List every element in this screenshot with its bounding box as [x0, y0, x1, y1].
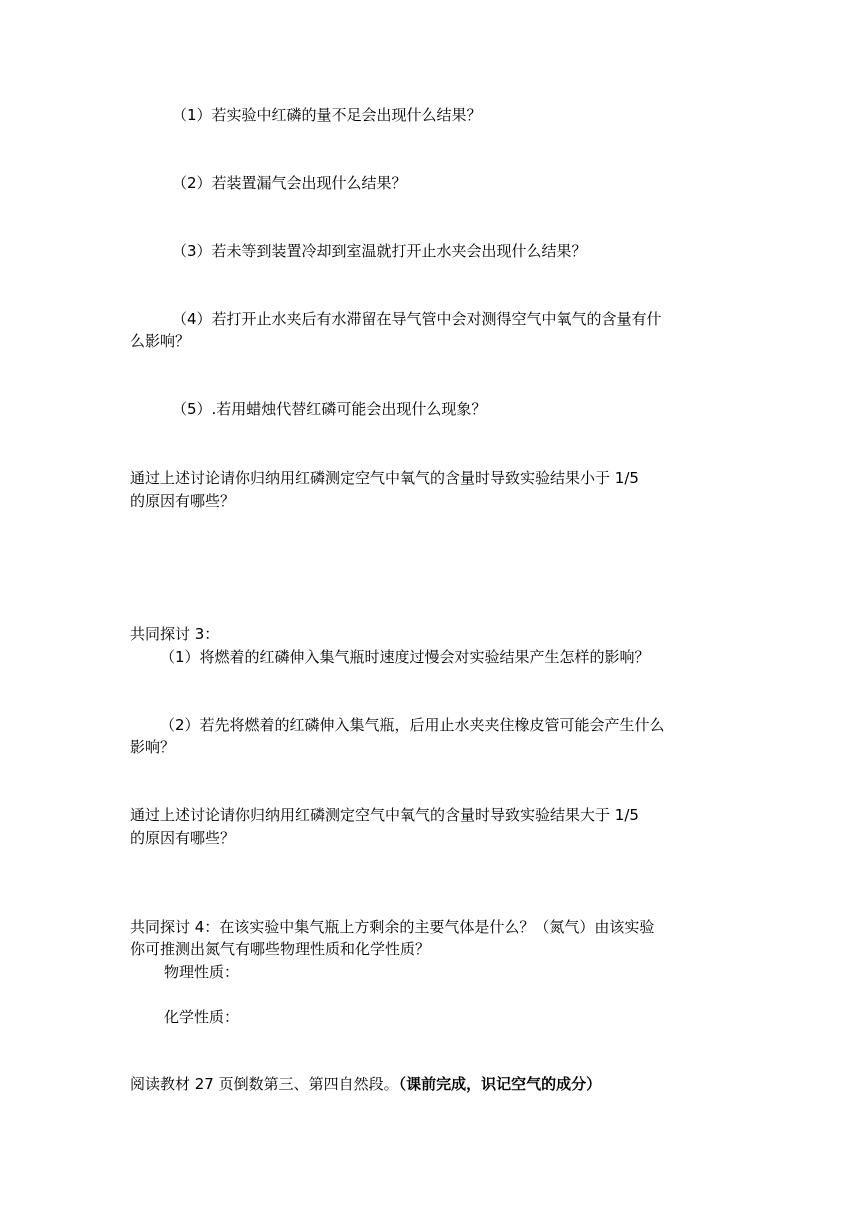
physical-properties-label: 物理性质： [164, 963, 240, 981]
discussion2-q4-line2: 么影响？ [130, 332, 191, 350]
reading-text: 阅读教材 27 页倒数第三、第四自然段。 [130, 1075, 399, 1093]
discussion4-line2: 你可推测出氮气有哪些物理性质和化学性质？ [130, 940, 431, 958]
chemical-properties-label: 化学性质： [164, 1008, 240, 1026]
discussion4-line1: 共同探讨 4：在该实验中集气瓶上方剩余的主要气体是什么？（氮气）由该实验 [130, 918, 655, 936]
discussion3-q1: （1）将燃着的红磷伸入集气瓶时速度过慢会对实验结果产生怎样的影响？ [160, 648, 650, 666]
discussion2-q2: （2）若装置漏气会出现什么结果？ [172, 174, 407, 192]
discussion2-summary-line2: 的原因有哪些？ [130, 492, 236, 510]
discussion3-q2-line1: （2）若先将燃着的红磷伸入集气瓶，后用止水夹夹住橡皮管可能会产生什么 [160, 716, 665, 734]
discussion2-q5: （5）.若用蜡烛代替红磷可能会出现什么现象？ [172, 400, 487, 418]
reading-bold-note: （课前完成，识记空气的成分） [398, 1075, 602, 1093]
discussion3-q2-line2: 影响？ [130, 738, 176, 756]
discussion2-q1: （1）若实验中红磷的量不足会出现什么结果？ [172, 106, 482, 124]
discussion2-q3: （3）若未等到装置冷却到室温就打开止水夹会出现什么结果？ [172, 242, 587, 260]
discussion3-summary-line2: 的原因有哪些？ [130, 829, 236, 847]
discussion3-summary-line1: 通过上述讨论请你归纳用红磷测定空气中氧气的含量时导致实验结果大于 1/5 [130, 806, 639, 824]
discussion2-summary-line1: 通过上述讨论请你归纳用红磷测定空气中氧气的含量时导致实验结果小于 1/5 [130, 469, 639, 487]
discussion3-title: 共同探讨 3： [130, 625, 220, 643]
discussion2-q4-line1: （4）若打开止水夹后有水滞留在导气管中会对测得空气中氧气的含量有什 [172, 310, 662, 328]
reading-instruction [130, 1073, 601, 1095]
